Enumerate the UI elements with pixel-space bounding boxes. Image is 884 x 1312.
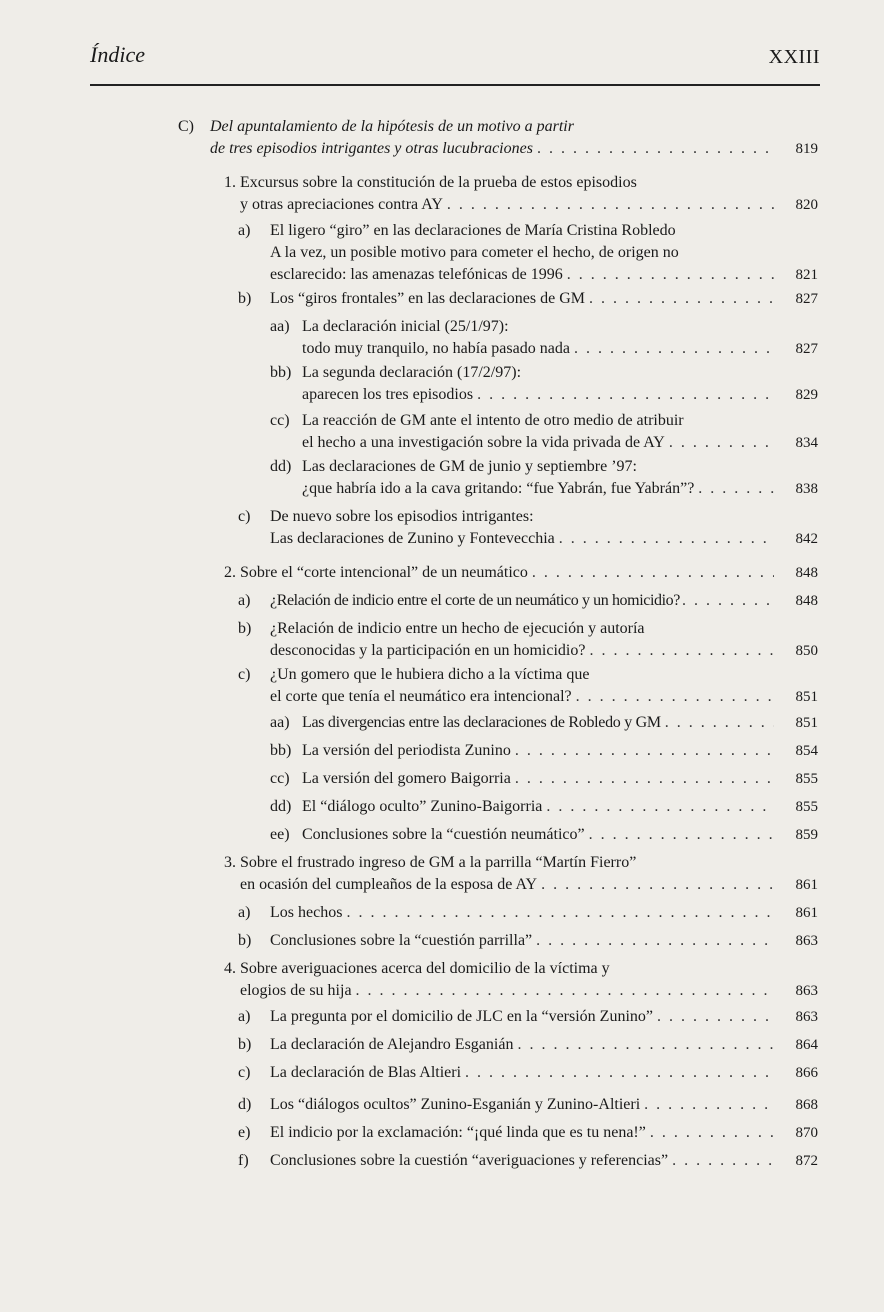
- toc-marker: b): [238, 1036, 252, 1053]
- toc-marker: b): [238, 932, 252, 949]
- toc-entry-2bb: [270, 740, 818, 762]
- toc-text: La declaración inicial (25/1/97):: [302, 318, 509, 335]
- toc-entry-1cc: [270, 410, 818, 454]
- toc-marker: C): [178, 118, 194, 135]
- toc-entry-1a: [238, 220, 818, 286]
- toc-text: La declaración de Blas Altieri: [270, 1064, 462, 1081]
- toc-page: 851: [795, 689, 818, 705]
- toc-text: Conclusiones sobre la “cuestión parrilla”: [270, 932, 533, 949]
- toc-text: el corte que tenía el neumático era intencional?: [270, 688, 572, 705]
- toc-page: 851: [795, 715, 818, 731]
- toc-marker: a): [238, 222, 251, 239]
- toc-marker: b): [238, 620, 252, 637]
- toc-text: De nuevo sobre los episodios intrigantes:: [270, 508, 534, 525]
- toc-text: Conclusiones sobre la cuestión “averiguaciones y referencias”: [270, 1152, 669, 1169]
- toc-text: Las divergencias entre las declaraciones de Robledo y GM: [302, 714, 661, 731]
- toc-text: y otras apreciaciones contra AY: [240, 196, 443, 213]
- toc-text: esclarecido: las amenazas telefónicas de 1996: [270, 266, 563, 283]
- toc-entry-2dd: [270, 796, 818, 818]
- toc-text: Los hechos: [270, 904, 343, 921]
- toc-entry-3: [224, 852, 818, 896]
- toc-entry-4c: [238, 1062, 818, 1084]
- toc-text: La reacción de GM ante el intento de otro medio de atribuir: [302, 412, 684, 429]
- toc-text: A la vez, un posible motivo para cometer el hecho, de origen no: [270, 244, 679, 261]
- toc-text: en ocasión del cumpleaños de la esposa de AY: [240, 876, 538, 893]
- toc-page: 872: [795, 1153, 818, 1169]
- toc-entry-2b: [238, 618, 818, 662]
- toc-entry-1aa: [270, 316, 818, 360]
- toc-page: 820: [795, 197, 818, 213]
- toc-entry-4e: [238, 1122, 818, 1144]
- toc-text: La segunda declaración (17/2/97):: [302, 364, 522, 381]
- toc-text: La declaración de Alejandro Esganián: [270, 1036, 514, 1053]
- toc-page: 827: [795, 341, 818, 357]
- toc-text: el hecho a una investigación sobre la vida privada de AY: [302, 434, 665, 451]
- toc-text: El “diálogo oculto” Zunino-Baigorria: [302, 798, 543, 815]
- toc-text: Las declaraciones de Zunino y Fontevecchia: [270, 530, 555, 547]
- toc-entry-1bb: [270, 362, 818, 406]
- toc-text: La versión del periodista Zunino: [302, 742, 511, 759]
- toc-marker: d): [238, 1096, 252, 1113]
- toc-text: 3. Sobre el frustrado ingreso de GM a la parrilla “Martín Fierro”: [224, 854, 637, 871]
- page-number-roman: XXIII: [768, 46, 820, 68]
- toc-page: 850: [795, 643, 818, 659]
- toc-text: ¿Relación de indicio entre el corte de un neumático y un homicidio?: [270, 592, 680, 609]
- toc-marker: f): [238, 1152, 249, 1169]
- toc-page: 848: [795, 565, 818, 581]
- toc-entry-4: [224, 958, 818, 1002]
- toc-page: 842: [795, 531, 818, 547]
- toc-page: 855: [795, 771, 818, 787]
- toc-text: Conclusiones sobre la “cuestión neumático”: [302, 826, 585, 843]
- toc-marker: cc): [270, 412, 290, 429]
- toc-entry-4d: [238, 1094, 818, 1116]
- toc-text: 1. Excursus sobre la constitución de la prueba de estos episodios: [224, 174, 637, 191]
- toc-marker: e): [238, 1124, 251, 1141]
- toc-text: La versión del gomero Baigorria: [302, 770, 511, 787]
- toc-entry-2aa: [270, 712, 818, 734]
- toc-entry-2a: [238, 590, 818, 612]
- toc-page: 834: [795, 435, 818, 451]
- toc-page: 821: [795, 267, 818, 283]
- toc-text: Los “diálogos ocultos” Zunino-Esganián y Zunino-Altieri: [270, 1096, 641, 1113]
- toc-marker: bb): [270, 364, 292, 381]
- toc-page: 855: [795, 799, 818, 815]
- toc-marker: bb): [270, 742, 292, 759]
- toc-text: Los “giros frontales” en las declaraciones de GM: [270, 290, 585, 307]
- toc-text: 4. Sobre averiguaciones acerca del domicilio de la víctima y: [224, 960, 610, 977]
- toc-page: 861: [795, 905, 818, 921]
- toc-page: 863: [795, 1009, 818, 1025]
- toc-text: Del apuntalamiento de la hipótesis de un motivo a partir: [210, 118, 574, 135]
- toc-entry-1b: [238, 288, 818, 310]
- toc-text: 2. Sobre el “corte intencional” de un neumático: [224, 564, 528, 581]
- toc-page: 859: [795, 827, 818, 843]
- toc-page: 838: [795, 481, 818, 497]
- toc-text: Las declaraciones de GM de junio y septiembre ’97:: [302, 458, 637, 475]
- toc-text: ¿Relación de indicio entre un hecho de ejecución y autoría: [270, 620, 645, 637]
- toc-page: 861: [795, 877, 818, 893]
- toc-marker: aa): [270, 714, 290, 731]
- page-title: Índice: [90, 42, 145, 67]
- toc-page: 870: [795, 1125, 818, 1141]
- toc-marker: cc): [270, 770, 290, 787]
- toc-entry-c: [178, 116, 818, 160]
- toc-text: ¿Un gomero que le hubiera dicho a la víctima que: [270, 666, 590, 683]
- toc-marker: c): [238, 508, 251, 525]
- toc-page: 854: [795, 743, 818, 759]
- toc-marker: a): [238, 1008, 251, 1025]
- toc-page: 866: [795, 1065, 818, 1081]
- toc-entry-1: [224, 172, 818, 216]
- toc-text: aparecen los tres episodios: [302, 386, 474, 403]
- toc-marker: dd): [270, 458, 292, 475]
- toc-entry-2ee: [270, 824, 818, 846]
- toc-entry-1dd: [270, 456, 818, 500]
- page-header: [90, 40, 820, 86]
- toc-marker: b): [238, 290, 252, 307]
- toc-entry-2: [224, 562, 818, 584]
- toc-text: El indicio por la exclamación: “¡qué linda que es tu nena!”: [270, 1124, 646, 1141]
- toc-text: desconocidas y la participación en un homicidio?: [270, 642, 586, 659]
- toc-entry-4b: [238, 1034, 818, 1056]
- toc-text: El ligero “giro” en las declaraciones de María Cristina Robledo: [270, 222, 676, 239]
- toc-page: 848: [795, 593, 818, 609]
- toc-marker: dd): [270, 798, 292, 815]
- toc-entry-1c: [238, 506, 818, 550]
- toc-entry-3a: [238, 902, 818, 924]
- toc-page: 863: [795, 983, 818, 999]
- toc-text: elogios de su hija: [240, 982, 352, 999]
- toc-page: 863: [795, 933, 818, 949]
- toc-marker: c): [238, 1064, 251, 1081]
- toc-marker: aa): [270, 318, 290, 335]
- toc-marker: ee): [270, 826, 290, 843]
- toc-text: todo muy tranquilo, no había pasado nada: [302, 340, 570, 357]
- toc-marker: c): [238, 666, 251, 683]
- toc-entry-4f: [238, 1150, 818, 1172]
- toc-page: 829: [795, 387, 818, 403]
- toc-page: 827: [795, 291, 818, 307]
- toc-page: 868: [795, 1097, 818, 1113]
- toc-page: 864: [795, 1037, 818, 1053]
- toc-marker: a): [238, 592, 251, 609]
- toc-entry-3b: [238, 930, 818, 952]
- toc-text: de tres episodios intrigantes y otras lucubraciones: [210, 140, 533, 157]
- toc-text: La pregunta por el domicilio de JLC en la “versión Zunino”: [270, 1008, 653, 1025]
- toc-entry-4a: [238, 1006, 818, 1028]
- toc-entry-2cc: [270, 768, 818, 790]
- toc-page: 819: [795, 141, 818, 157]
- toc-text: ¿que habría ido a la cava gritando: “fue Yabrán, fue Yabrán”?: [302, 480, 695, 497]
- toc-marker: a): [238, 904, 251, 921]
- toc-entry-2c: [238, 664, 818, 708]
